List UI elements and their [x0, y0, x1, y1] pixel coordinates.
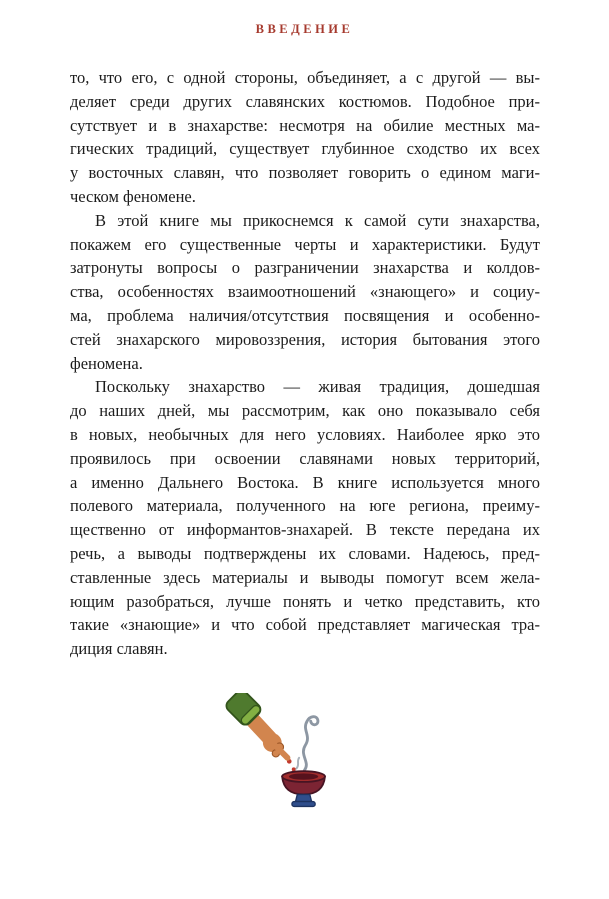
smoke-icon	[296, 717, 318, 771]
text-line: гических традиций, существует глубинное сходство их всех	[70, 139, 540, 159]
hand-and-bowl-illustration	[216, 693, 350, 819]
paragraph	[70, 375, 540, 661]
bowl-icon	[282, 771, 325, 806]
text-line: а именно Дальнего Востока. В книге используется много	[70, 472, 540, 492]
text-line: покажем его существенные черты и характеристики. Будут	[70, 234, 540, 254]
text-line: такие «знающие» и что собой представляет магическая тра-	[70, 615, 540, 635]
text-line: диция славян.	[70, 639, 168, 659]
text-line: у восточных славян, что позволяет говорить о едином маги-	[70, 163, 540, 183]
chapter-header: ВВЕДЕНИЕ	[255, 22, 354, 36]
text-line: речь, а выводы подтверждены их словами. Надеюсь, пред-	[70, 543, 540, 563]
text-line: Поскольку знахарство — живая традиция, дошедшая	[95, 377, 540, 397]
text-line: проявилось при освоении славянами новых территорий,	[70, 448, 540, 468]
text-line: в новых, необычных для него условиях. Наиболее ярко это	[70, 424, 540, 444]
text-line: полевого материала, полученного на юге региона, преиму-	[70, 496, 540, 516]
text-line: то, что его, с одной стороны, объединяет, а с другой — вы-	[70, 68, 540, 87]
paragraph	[70, 209, 540, 376]
text-line: до наших дней, мы рассмотрим, как оно показывало себя	[70, 401, 540, 421]
text-line: стей знахарского мировоззрения, история бытования этого	[70, 329, 540, 349]
text-line: деляет среди других славянских костюмов. Подобное при-	[70, 91, 540, 111]
illustration-wrap	[0, 693, 587, 824]
drops-icon	[286, 759, 295, 771]
text-line: феномена.	[70, 353, 143, 373]
text-line: ма, проблема наличия/отсутствия посвящения и особенно-	[70, 305, 540, 325]
text-line: ющим разобраться, лучше понять и четко представить, кто	[70, 591, 540, 611]
paragraph	[70, 66, 540, 209]
text-line: ставленные здесь материалы и выводы помогут всем жела-	[70, 567, 540, 587]
text-line: ства, особенностях взаимоотношений «знающего» и социу-	[70, 282, 540, 302]
text-line: ческом феномене.	[70, 186, 196, 206]
body-text	[70, 66, 540, 661]
text-line: В этой книге мы прикоснемся к самой сути знахарства,	[95, 210, 540, 230]
text-line: сутствует и в знахарстве: несмотря на обилие местных ма-	[70, 115, 540, 135]
text-line: затронуты вопросы о разграничении знахарства и колдов-	[70, 258, 540, 278]
text-line: щественно от информантов-знахарей. В тексте передана их	[70, 520, 540, 540]
